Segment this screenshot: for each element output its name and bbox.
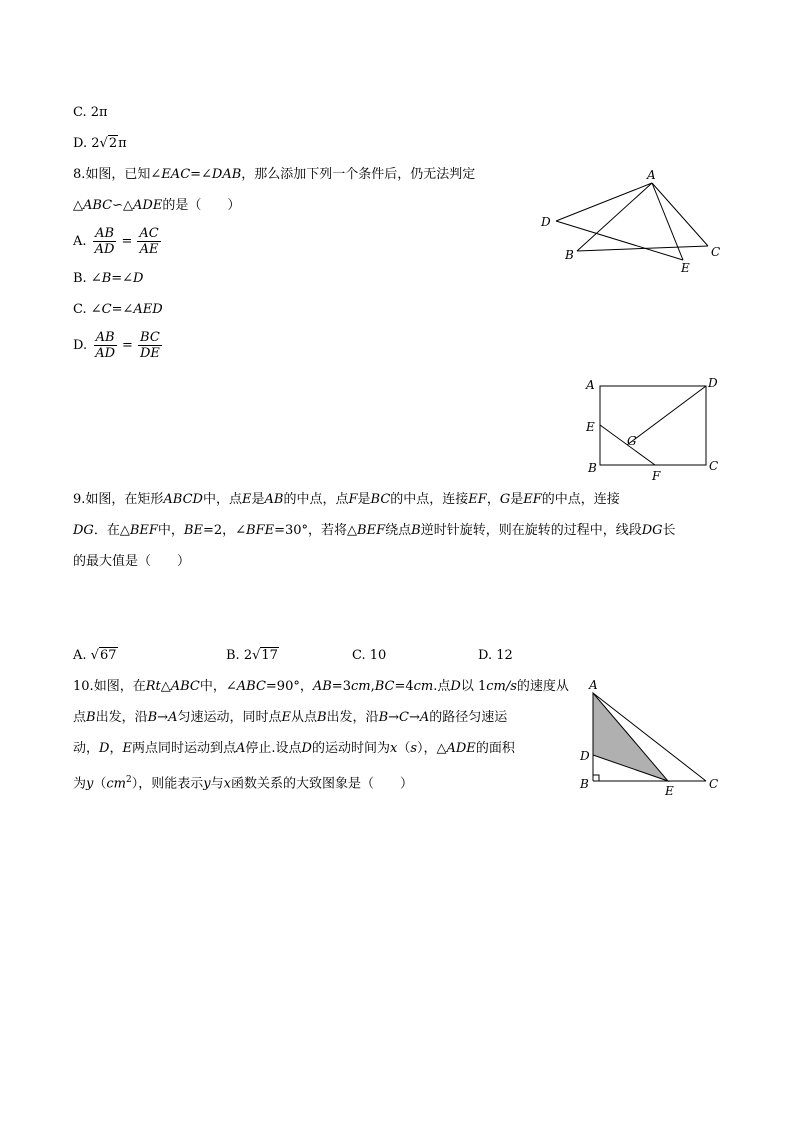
q9-seg-ef [600, 425, 655, 465]
q10-stem-line-2: 点B出发，沿B→A匀速运动，同时点E从点B出发，沿B→C→A的路径匀速运 [73, 710, 508, 725]
q9-label-f: F [652, 469, 661, 483]
q9-label-e: E [586, 420, 595, 434]
q10-stem-line-1: 10.如图，在Rt△ABC中，∠ABC=90°，AB=3cm,BC=4cm.点D以 1cm/s的速度从 [73, 679, 569, 694]
q9-stem-line-3: 的最大值是（ ） [73, 554, 191, 569]
q10-label-b: B [580, 777, 589, 791]
q8-option-d: D. $\frac{AB}{AD}$ = $\frac{BC}{DE}$ [73, 330, 160, 361]
q7-option-c: C. 2π [73, 105, 108, 120]
q10-seg-ac [593, 693, 706, 781]
q10-stem-line-4: 为$y(cm^2)$，则能表示y与x函数关系的大致图象是（ ） [73, 775, 413, 792]
q10-stem-line-3: 动，D，E两点同时运动到点A停止.设点D的运动时间为x（s），△ADE的面积 [73, 741, 515, 756]
q9-option-d: D. 12 [478, 648, 513, 663]
q9-option-a: A. √67 [73, 648, 117, 663]
q8-option-a: A. $\frac{AB}{AD}$ = $\frac{AC}{AE}$ [73, 226, 159, 257]
q9-option-c: C. 10 [352, 648, 387, 663]
q7-option-d: D. 2√2π [73, 136, 127, 151]
q9-seg-dg [627, 386, 706, 445]
q8-seg-ac [652, 183, 708, 246]
q8-seg-ab [577, 183, 652, 251]
q8-label-e: E [681, 261, 690, 275]
q8-seg-ae [652, 183, 683, 260]
q10-label-a: A [589, 678, 598, 692]
q10-right-angle-mark [593, 775, 599, 781]
q8-option-c: C. ∠C=∠AED [73, 302, 163, 317]
q9-label-a: A [586, 378, 595, 392]
q8-label-d: D [541, 215, 551, 229]
q10-label-e: E [665, 784, 674, 798]
q9-stem-line-1: 9.如图，在矩形ABCD中，点E是AB的中点，点F是BC的中点，连接EF，G是EF的中点，连接 [73, 492, 620, 507]
q9-label-c: C [709, 459, 719, 473]
q8-option-b: B. ∠B=∠D [73, 271, 144, 286]
q8-label-c: C [711, 245, 721, 259]
q8-seg-de [556, 221, 683, 260]
q8-stem-line-2: △ABC∽△ADE的是（ ） [73, 198, 241, 213]
q8-seg-da [556, 183, 652, 221]
q9-label-b: B [588, 461, 597, 475]
q8-seg-bc [577, 246, 708, 251]
q10-label-d: D [580, 749, 590, 763]
q8-stem-line-1: 8.如图，已知∠EAC=∠DAB，那么添加下列一个条件后，仍无法判定 [73, 167, 476, 182]
q9-rect-abcd [600, 386, 706, 465]
q9-label-g: G [627, 434, 637, 448]
q9-option-b: B. 2√17 [226, 648, 278, 663]
q8-label-a: A [647, 168, 656, 182]
q8-label-b: B [565, 248, 574, 262]
q9-stem-line-2: DG．在△BEF中，BE=2，∠BFE=30°，若将△BEF绕点B逆时针旋转，则在旋转的过程中，线段DG长 [73, 523, 676, 538]
q10-shaded-ade [593, 693, 668, 781]
q10-label-c: C [709, 777, 719, 791]
q9-label-d: D [708, 376, 718, 390]
